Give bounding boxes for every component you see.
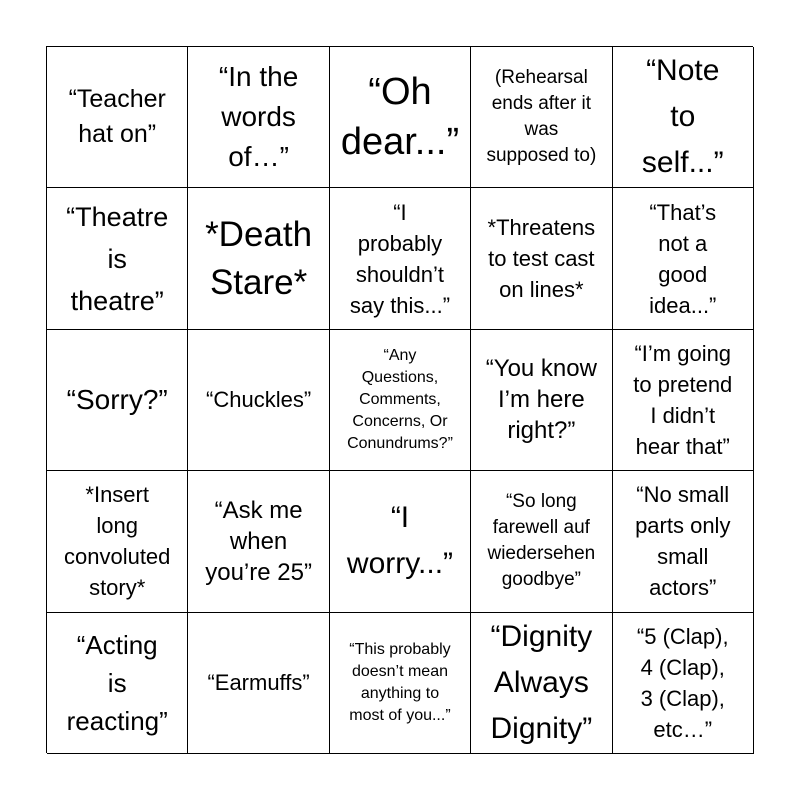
bingo-cell[interactable] bbox=[47, 188, 188, 329]
cell-text: “Acting is reacting” bbox=[66, 629, 168, 736]
cell-text: “In the words of…” bbox=[218, 61, 299, 173]
bingo-cell[interactable] bbox=[330, 471, 471, 612]
bingo-cell[interactable] bbox=[471, 471, 612, 612]
cell-text: “Sorry?” bbox=[66, 383, 168, 415]
cell-text: “5 (Clap), 4 (Clap), 3 (Clap), etc…” bbox=[636, 623, 729, 742]
cell-text: “That’s not a good idea...” bbox=[649, 199, 717, 318]
bingo-cell[interactable] bbox=[188, 330, 329, 471]
bingo-cell[interactable] bbox=[471, 330, 612, 471]
cell-text: “Note to self...” bbox=[641, 54, 724, 180]
cell-text: “Earmuffs” bbox=[207, 670, 310, 696]
bingo-cell[interactable] bbox=[188, 188, 329, 329]
bingo-cell[interactable] bbox=[188, 47, 329, 188]
cell-text: (Rehearsal ends after it was supposed to) bbox=[486, 67, 597, 167]
cell-text: *Death Stare* bbox=[205, 214, 313, 302]
bingo-cell[interactable] bbox=[613, 330, 754, 471]
cell-text: “I worry...” bbox=[346, 501, 454, 581]
bingo-board bbox=[46, 46, 753, 753]
bingo-cell[interactable] bbox=[330, 47, 471, 188]
cell-text: *Insert long convoluted story* bbox=[63, 482, 171, 601]
bingo-cell[interactable] bbox=[613, 471, 754, 612]
cell-text: “So long farewell auf wiedersehen goodbye” bbox=[487, 491, 596, 591]
cell-text: “Oh dear...” bbox=[340, 71, 460, 164]
bingo-cell[interactable] bbox=[47, 47, 188, 188]
bingo-cell[interactable] bbox=[613, 47, 754, 188]
cell-text: “Theatre is theatre” bbox=[66, 201, 169, 316]
bingo-cell[interactable] bbox=[47, 471, 188, 612]
bingo-cell[interactable] bbox=[47, 613, 188, 754]
cell-text: “Teacher hat on” bbox=[68, 85, 166, 149]
bingo-cell[interactable] bbox=[188, 471, 329, 612]
cell-text: “I probably shouldn’t say this...” bbox=[349, 199, 451, 318]
bingo-cell[interactable] bbox=[613, 613, 754, 754]
bingo-cell[interactable] bbox=[471, 47, 612, 188]
bingo-cell[interactable] bbox=[330, 613, 471, 754]
bingo-cell[interactable] bbox=[188, 613, 329, 754]
cell-text: “You know I’m here right?” bbox=[485, 355, 597, 445]
bingo-cell[interactable] bbox=[471, 613, 612, 754]
bingo-cell[interactable] bbox=[47, 330, 188, 471]
cell-text: “I’m going to pretend I didn’t hear that” bbox=[633, 340, 733, 459]
bingo-cell[interactable] bbox=[330, 330, 471, 471]
bingo-cell[interactable] bbox=[471, 188, 612, 329]
bingo-cell[interactable] bbox=[330, 188, 471, 329]
cell-text: “Dignity Always Dignity” bbox=[490, 619, 593, 745]
cell-text: *Threatens to test cast on lines* bbox=[487, 215, 596, 303]
cell-text: “Ask me when you’re 25” bbox=[205, 496, 312, 586]
cell-text: “No small parts only small actors” bbox=[635, 482, 731, 601]
cell-text: “Any Questions, Comments, Concerns, Or Conundrums?” bbox=[347, 346, 453, 452]
cell-text: “This probably doesn’t mean anything to most of you...” bbox=[349, 640, 451, 724]
bingo-cell[interactable] bbox=[613, 188, 754, 329]
cell-text: “Chuckles” bbox=[206, 387, 312, 413]
